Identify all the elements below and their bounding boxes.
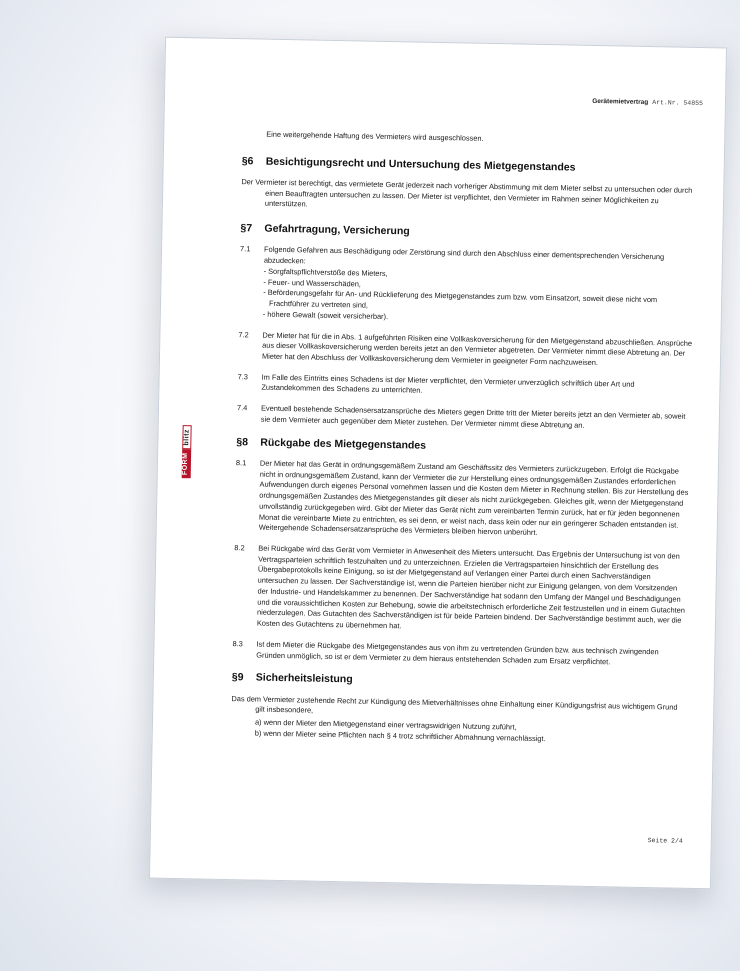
- clause-number: 8.1: [235, 457, 247, 468]
- section-number: §8: [236, 435, 249, 449]
- list-item: b) wenn der Mieter seine Pflichten nach § 4 trotz schriftlicher Abmahnung vernachlässigt.: [254, 728, 546, 743]
- clause-text: Der Mieter hat für die in Abs. 1 aufgeführten Risiken eine Vollkaskoversicherung für den Mietgegenstand abzuschließen. Ansprüche aus dieser Vollkaskoversicherung werden bereits jetzt an den Vermieter abgetreten. Der Vermieter nimmt diese Abtretung an. Der Mieter hat den Abschluss der Vollkaskoversicherung dem Vermieter in geeigneter Form nachzuweisen.: [261, 330, 693, 368]
- section-6-heading: [242, 154, 697, 178]
- list-item: - Beförderungsgefahr für An- und Rücklieferung des Mietgegenstandes zum bzw. vom Einsatzort, soweit diese nicht vom Frachtführer zu vertreten sind,: [263, 287, 658, 310]
- section-title: Gefahrtragung, Versicherung: [264, 222, 410, 238]
- section-number: §7: [240, 222, 253, 235]
- intro-text: Eine weitergehende Haftung des Vermieters wird ausgeschlossen.: [266, 129, 484, 143]
- list-item: a) wenn der Mieter den Mietgegenstand einer vertragswidrigen Nutzung zuführt,: [254, 717, 517, 732]
- section-6-text: Der Vermieter ist berechtigt, das vermietete Gerät jederzeit nach vorheriger Abstimmung mit dem Mieter selbst zu untersuchen oder durch einen Beauftragten untersuchen zu lassen. Der Mieter ist verpflichtet, den Vermieter im Rahmen seiner Möglichkeiten zu unterstützen.: [241, 177, 693, 209]
- clause-text: Folgende Gefahren aus Beschädigung oder Zerstörung sind durch den Abschluss einer dementsprechenden Versicherung abzudecken:: [263, 244, 665, 266]
- clause-7-2: [238, 330, 694, 371]
- document-title: Gerätemietvertrag: [592, 97, 649, 106]
- section-number: §6: [241, 154, 254, 168]
- clause-text: Ist dem Mieter die Rückgabe des Mietgegenstandes aus von ihm zu vertretenden Gründen bzw. aus technisch zwingenden Gründen unmöglich, so ist er dem Vermieter zu dem hieraus entstehenden Schaden zum Ersatz verpflichtet.: [256, 639, 659, 666]
- clause-8-2: [233, 543, 690, 638]
- clause-number: 7.1: [239, 244, 251, 254]
- hazard-list: [263, 266, 695, 328]
- logo-part-form: FORM: [182, 449, 192, 478]
- clause-text: Bei Rückgabe wird das Gerät vom Vermieter in Anwesenheit des Mieters untersucht. Das Ergebnis der Untersuchung ist von den Vertragsparteien schriftlich festzuhalten und zu unterzeichnen. Erzielen die Vertragsparteien hinsichtlich der Erstellung des Übergabeprotokolls keine Einigung, so ist der Mietgegenstand auf Verlangen einer Partei durch einen Sachverständigen untersuchen zu lassen. Der Sachverständige ist, wenn die Parteien hierüber nicht zur Einigung gelangen, von dem Vorsitzenden der Industrie- und Handelskammer zu benennen. Der Sachverständige hat sodann den Umfang der Mängel und Beschädigungen und die voraussichtlichen Kosten zur Behebung, sowie die arbeitstechnisch erforderliche Zeit festzustellen und in einem Gutachten niederzulegen. Das Gutachten des Sachverständigen ist für beide Parteien bindend. Der Sachverständige bestimmt auch, wer die Kosten des Gutachtens zu übernehmen hat.: [256, 543, 685, 631]
- clause-text: Eventuell bestehende Schadensersatzansprüche des Mieters gegen Dritte tritt der Mieter bereits jetzt an den Vermieter ab, soweit sie dem Vermieter auch gegenüber dem Mieter zustehen. Der Vermieter nimmt diese Abtretung an.: [260, 403, 686, 430]
- list-item: - höhere Gewalt (soweit versicherbar).: [262, 309, 389, 321]
- clause-8-3: [232, 639, 687, 669]
- formblitz-logo: [181, 429, 191, 478]
- clause-text: Im Falle des Eintritts eines Schadens ist der Mieter verpflichtet, den Vermieter unverzüglich schriftlich über Art und Zustandekommen des Schadens zu unterrichten.: [261, 372, 635, 396]
- list-item: - Feuer- und Wasserschäden,: [263, 277, 362, 289]
- clause-text: Der Mieter hat das Gerät in ordnungsgemäßem Zustand am Geschäftssitz des Vermieters zurückzugeben. Erfolgt die Rückgabe nicht in ordnungsgemäßem Zustand, kann der Vermieter die zur Herstellung eines ordnungsgemäßen Zustandes erforderlichen Aufwendungen durch eigenes Personal vornehmen lassen und die Kosten dem Mieter in Rechnung stellen. Bis zur Herstellung des ordnungsgemäßen Zustandes des Mietgegenstandes gilt dieser als nicht zurückgegeben. Gleiches gilt, wenn der Mietgegenstand unvollständig zurückgegeben wird. Gibt der Mieter das Gerät nicht zum vereinbarten Termin zurück, hat er für jeden begonnenen Monat die vereinbarte Miete zu entrichten, es sei denn, er weist nach, dass kein oder nur ein geringerer Schaden entstanden ist. Weitergehende Schadensersatzansprüche des Vermieters bleiben hiervon unberührt.: [258, 458, 689, 538]
- section-title: Rückgabe des Mietgegenstandes: [260, 436, 427, 452]
- section-number: §9: [231, 671, 244, 684]
- section-8-heading: [236, 435, 691, 459]
- document-page: [149, 37, 727, 890]
- clause-7-4: [237, 403, 692, 433]
- clause-number: 7.3: [237, 371, 248, 382]
- clause-7-1: [239, 245, 695, 329]
- clause-number: 8.2: [234, 543, 245, 553]
- section-7-heading: [240, 221, 695, 245]
- article-number: Art.Nr. 54855: [652, 99, 704, 108]
- clause-7-3: [237, 372, 692, 402]
- clause-number: 8.3: [232, 638, 243, 649]
- section-title: Sicherheitsleistung: [255, 671, 353, 686]
- page-number: Seite 2/4: [647, 837, 683, 845]
- document-header: [592, 98, 703, 107]
- clause-number: 7.2: [238, 329, 249, 339]
- clause-number: 7.4: [236, 403, 248, 413]
- section-title: Besichtigungsrecht und Untersuchung des Mietgegenstandes: [265, 155, 576, 174]
- section-9-heading: [232, 670, 687, 694]
- section-9-intro: Das dem Vermieter zustehende Recht zur Kündigung des Mietverhältnisses ohne Einhaltung einer Kündigungsfrist aus wichtigem Grund gilt insbesondere,: [231, 693, 678, 715]
- list-item: - Sorgfaltspflichtverstöße des Mieters,: [263, 266, 388, 278]
- clause-8-1: [235, 458, 691, 542]
- document-body: [231, 129, 698, 747]
- logo-part-blitz: blitz: [182, 425, 191, 450]
